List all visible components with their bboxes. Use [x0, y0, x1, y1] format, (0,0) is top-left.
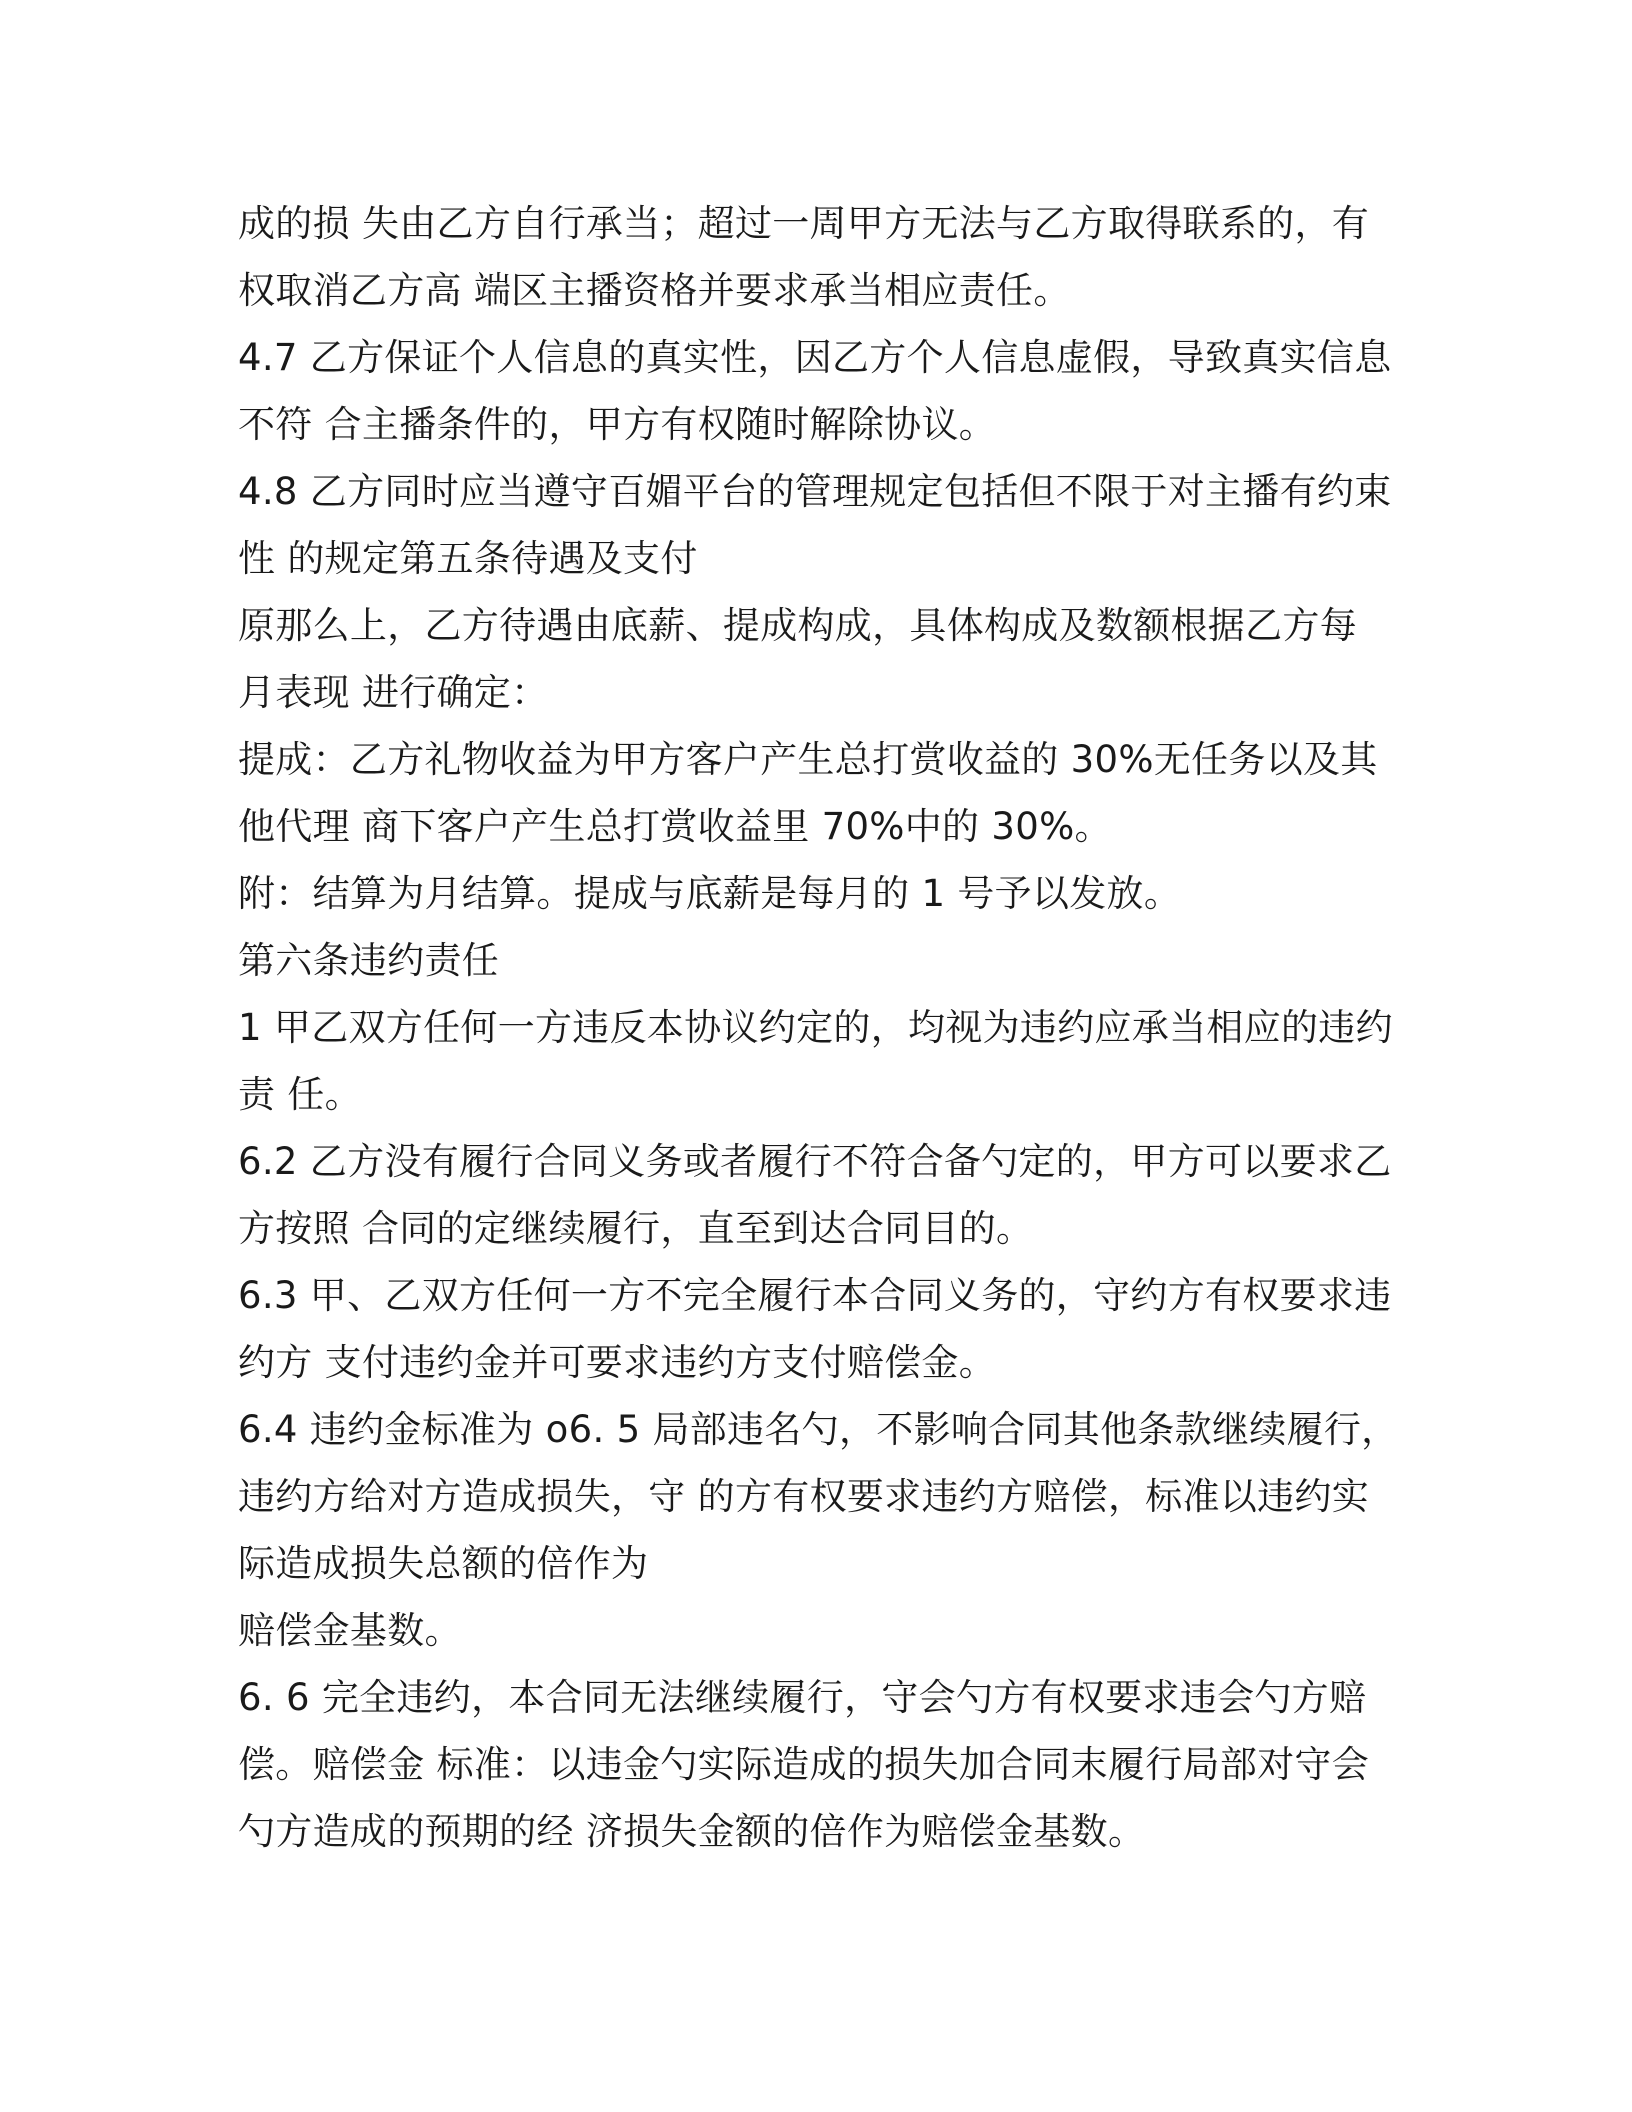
text-line: 他代理 商下客户产生总打赏收益里 70%中的 30%。	[238, 805, 1112, 848]
text-line: 不符 合主播条件的，甲方有权随时解除协议。	[238, 403, 997, 446]
text-line: 违约方给对方造成损失，守 的方有权要求违约方赔偿，标准以违约实	[238, 1475, 1370, 1518]
text-line: 4.8 乙方同时应当遵守百媚平台的管理规定包括但不限于对主播有约束	[238, 470, 1392, 513]
text-line: 勺方造成的预期的经 济损失金额的倍作为赔偿金基数。	[238, 1810, 1146, 1853]
text-line: 责 任。	[238, 1073, 362, 1116]
text-line: 6. 6 完全违约，本合同无法继续履行，守会勺方有权要求违会勺方赔	[238, 1676, 1367, 1719]
text-line: 性 的规定第五条待遇及支付	[238, 537, 698, 580]
text-line: 成的损 失由乙方自行承当；超过一周甲方无法与乙方取得联系的，有	[238, 202, 1370, 245]
text-line: 6.4 违约金标准为 o6. 5 局部违名勺，不影响合同其他条款继续履行，	[238, 1408, 1399, 1451]
section-heading: 第六条违约责任	[238, 939, 500, 982]
text-line: 提成：乙方礼物收益为甲方客户产生总打赏收益的 30%无任务以及其	[238, 738, 1378, 781]
document-body	[238, 190, 1398, 1865]
text-line: 原那么上，乙方待遇由底薪、提成构成，具体构成及数额根据乙方每	[238, 604, 1357, 647]
text-line: 际造成损失总额的倍作为	[238, 1542, 649, 1585]
text-line: 赔偿金基数。	[238, 1609, 462, 1652]
text-line: 6.2 乙方没有履行合同义务或者履行不符合备勺定的，甲方可以要求乙	[238, 1140, 1392, 1183]
text-line: 附：结算为月结算。提成与底薪是每月的 1 号予以发放。	[238, 872, 1182, 915]
text-line: 1 甲乙双方任何一方违反本协议约定的，均视为违约应承当相应的违约	[238, 1006, 1393, 1049]
text-line: 约方 支付违约金并可要求违约方支付赔偿金。	[238, 1341, 997, 1384]
text-line: 4.7 乙方保证个人信息的真实性，因乙方个人信息虚假，导致真实信息	[238, 336, 1392, 379]
text-line: 6.3 甲、乙双方任何一方不完全履行本合同义务的，守约方有权要求违	[238, 1274, 1392, 1317]
text-line: 偿。赔偿金 标准：以违金勺实际造成的损失加合同末履行局部对守会	[238, 1743, 1370, 1786]
text-line: 方按照 合同的定继续履行，直至到达合同目的。	[238, 1207, 1034, 1250]
text-line: 权取消乙方高 端区主播资格并要求承当相应责任。	[238, 269, 1071, 312]
text-line: 月表现 进行确定：	[238, 671, 549, 714]
